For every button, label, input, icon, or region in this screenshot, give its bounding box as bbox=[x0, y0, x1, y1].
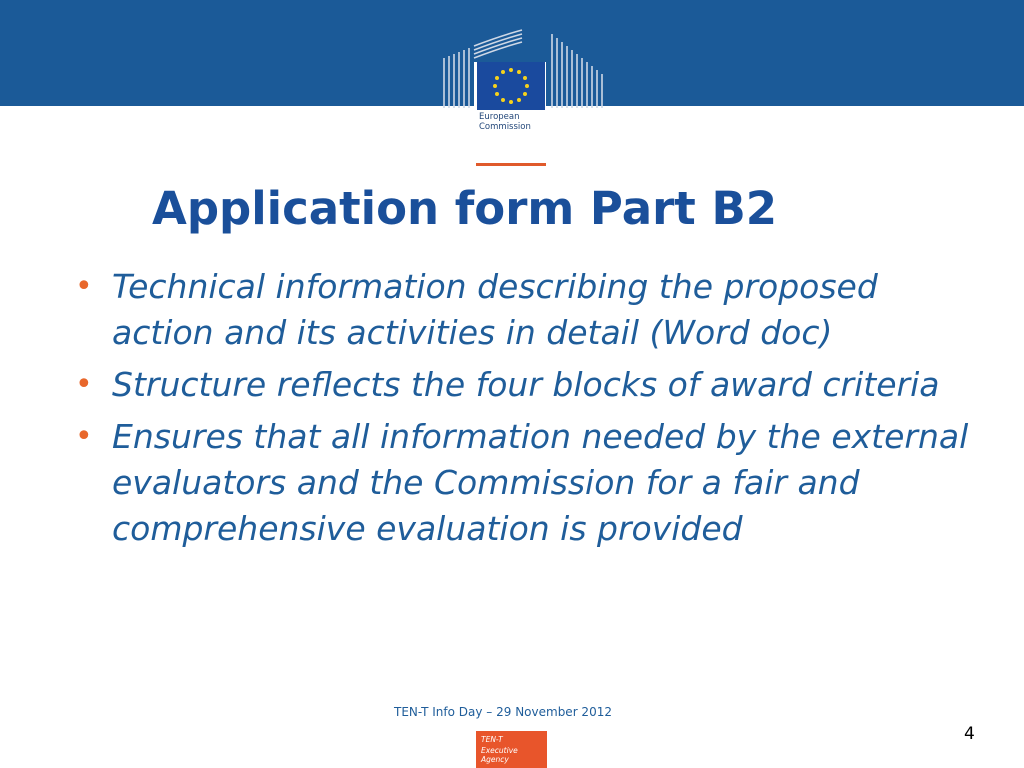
bullet-icon: • bbox=[75, 269, 93, 304]
bullet-item bbox=[75, 264, 975, 356]
logo-text bbox=[479, 112, 547, 132]
bullet-icon: • bbox=[75, 367, 93, 402]
bullet-icon: • bbox=[75, 419, 93, 454]
footer-event-text: TEN-T Info Day – 29 November 2012 bbox=[394, 705, 612, 719]
logo-line-1: European bbox=[479, 112, 520, 122]
executive-agency-badge bbox=[476, 731, 547, 768]
bullet-item bbox=[75, 362, 975, 408]
slide-title: Application form Part B2 bbox=[152, 182, 778, 235]
logo-line-2: Commission bbox=[479, 122, 531, 132]
bullet-text: Structure reflects the four blocks of award criteria bbox=[112, 365, 940, 404]
european-commission-logo bbox=[440, 26, 610, 144]
bullet-text: Technical information describing the proposed action and its activities in detail (Word doc) bbox=[112, 267, 878, 352]
agency-name-line-2: Executive Agency bbox=[481, 746, 518, 764]
bullet-text: Ensures that all information needed by the external evaluators and the Commission for a fair and comprehensive evaluation is provided bbox=[112, 417, 969, 548]
agency-name-line-1: TEN-T bbox=[481, 735, 503, 744]
page-number: 4 bbox=[964, 724, 975, 744]
bullet-list bbox=[75, 264, 975, 558]
logo-underline bbox=[476, 163, 546, 166]
bullet-item bbox=[75, 414, 975, 552]
